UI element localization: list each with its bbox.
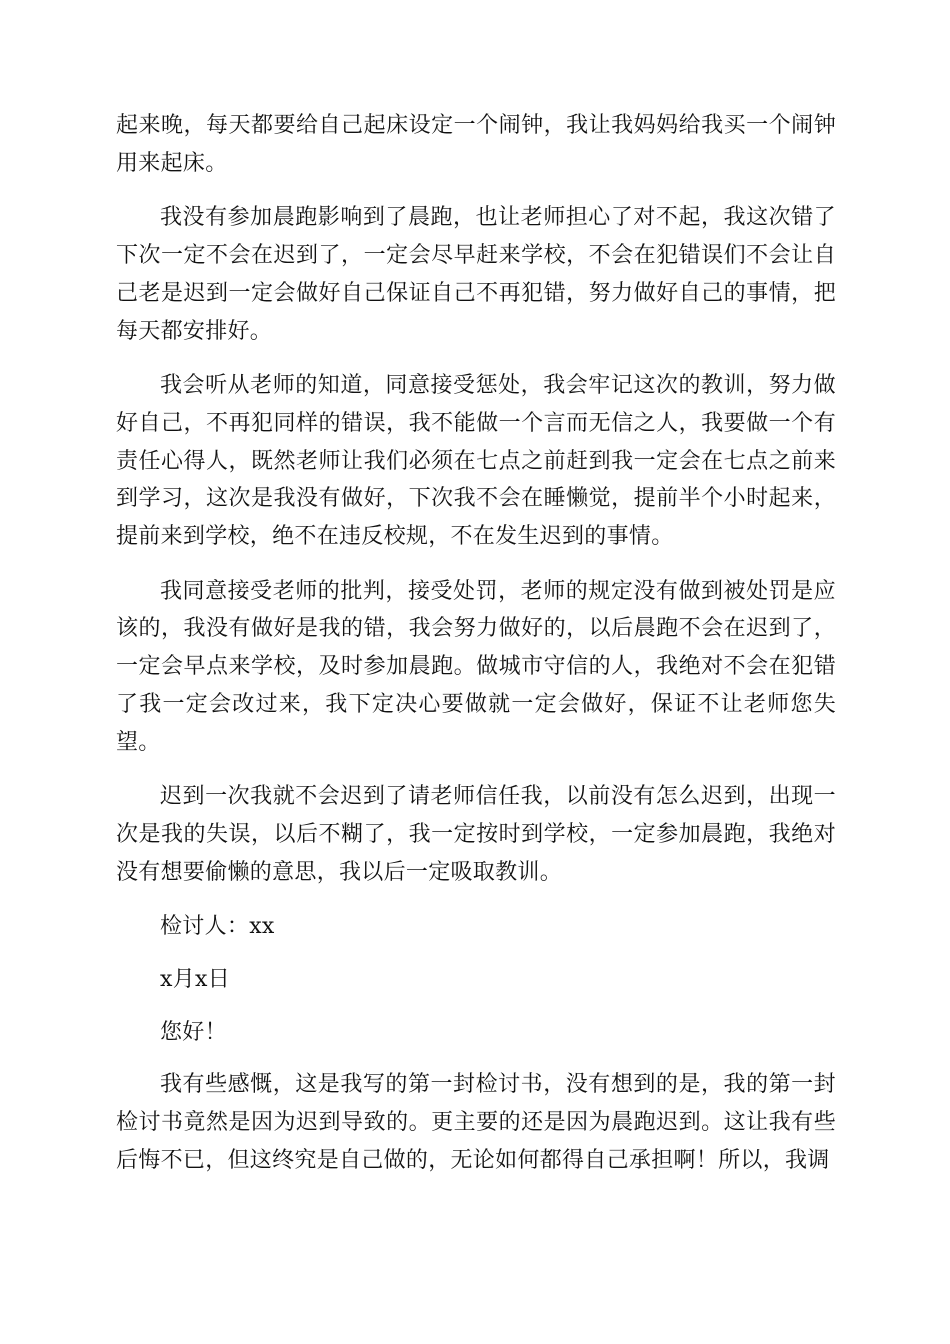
paragraph-accept-punishment: 我会听从老师的知道，同意接受惩处，我会牢记这次的教训，努力做好自己，不再犯同样的错误，我不能做一个言而无信之人，我要做一个有责任心得人，既然老师让我们必须在七点之前赶到我一定会在七点之前来到学习，这次是我没有做好，下次我不会在睡懒觉，提前半个小时起来，提前来到学校，绝不在违反校规，不在发生迟到的事情。 bbox=[116, 373, 836, 550]
paragraph-first-letter: 我有些感慨，这是我写的第一封检讨书，没有想到的是，我的第一封检讨书竟然是因为迟到导致的。更主要的还是因为晨跑迟到。这让我有些后悔不已，但这终究是自己做的，无论如何都得自己承担啊！所以，我调 bbox=[116, 1072, 836, 1173]
date-line: x月x日 bbox=[160, 967, 231, 993]
paragraph-trust-request: 迟到一次我就不会迟到了请老师信任我，以前没有怎么迟到，出现一次是我的失误，以后不糊了，我一定按时到学校，一定参加晨跑，我绝对没有想要偷懒的意思，我以后一定吸取教训。 bbox=[116, 784, 836, 885]
paragraph-accept-criticism: 我同意接受老师的批判，接受处罚，老师的规定没有做到被处罚是应该的，我没有做好是我的错，我会努力做好的，以后晨跑不会在迟到了，一定会早点来学校，及时参加晨跑。做城市守信的人，我绝对不会在犯错了我一定会改过来，我下定决心要做就一定会做好，保证不让老师您失望。 bbox=[116, 578, 836, 755]
greeting-line: 您好！ bbox=[160, 1019, 227, 1045]
signature-line: 检讨人：xx bbox=[160, 914, 275, 940]
paragraph-continuation: 起来晚，每天都要给自己起床设定一个闹钟，我让我妈妈给我买一个闹钟用来起床。 bbox=[116, 113, 836, 176]
document-body bbox=[116, 107, 836, 1197]
paragraph-morning-run: 我没有参加晨跑影响到了晨跑，也让老师担心了对不起，我这次错了下次一定不会在迟到了，一定会尽早赶来学校，不会在犯错误们不会让自己老是迟到一定会做好自己保证自己不再犯错，努力做好自己的事情，把每天都安排好。 bbox=[116, 205, 836, 344]
